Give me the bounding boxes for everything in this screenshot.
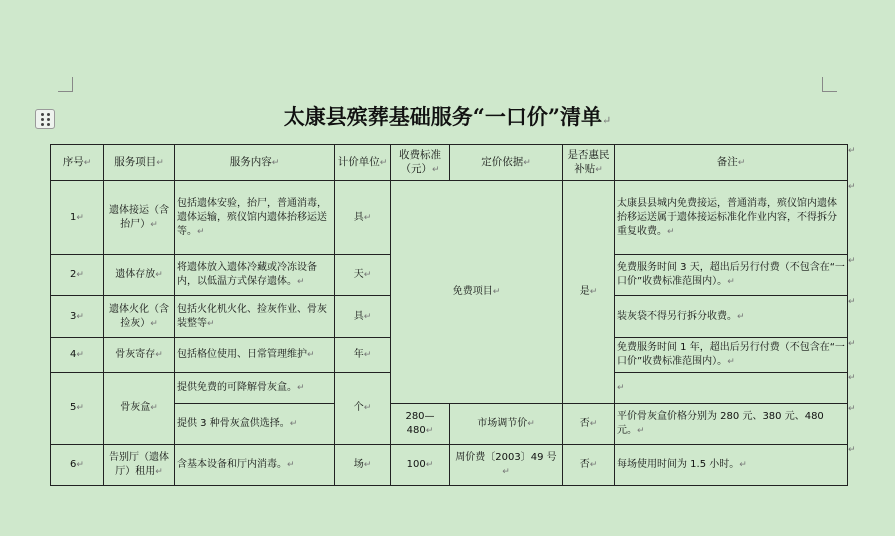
cell-subsidy: 否↵ bbox=[563, 403, 615, 444]
cell-seq: 3↵ bbox=[51, 296, 104, 338]
cell-unit: 具↵ bbox=[335, 181, 391, 255]
row-end-mark: ↵ bbox=[848, 297, 856, 307]
cell-item: 遗体存放↵ bbox=[104, 255, 175, 296]
cell-unit: 天↵ bbox=[335, 255, 391, 296]
row-end-mark: ↵ bbox=[848, 146, 856, 156]
document-title bbox=[0, 101, 895, 131]
paragraph-mark: ↵ bbox=[601, 114, 612, 127]
page-corner-top-right bbox=[822, 77, 837, 92]
cell-item: 骨灰寄存↵ bbox=[104, 338, 175, 372]
cell-note: 免费服务时间 1 年，超出后另行付费（不包含在“一口价”收费标准范围内）。↵ bbox=[615, 338, 848, 372]
cell-unit: 具↵ bbox=[335, 296, 391, 338]
table-row bbox=[51, 444, 848, 485]
header-basis: 定价依据↵ bbox=[450, 145, 563, 181]
row-end-mark: ↵ bbox=[848, 256, 856, 266]
cell-item: 告别厅（遗体厅）租用↵ bbox=[104, 444, 175, 485]
cell-seq: 2↵ bbox=[51, 255, 104, 296]
header-unit: 计价单位↵ bbox=[335, 145, 391, 181]
title-text: 太康县殡葬基础服务“一口价”清单 bbox=[283, 104, 602, 129]
table-row bbox=[51, 181, 848, 255]
cell-free-items: 免费项目↵ bbox=[391, 181, 563, 404]
cell-seq: 4↵ bbox=[51, 338, 104, 372]
header-item: 服务项目↵ bbox=[104, 145, 175, 181]
cell-note: 平价骨灰盒价格分别为 280 元、380 元、480 元。↵ bbox=[615, 403, 848, 444]
cell-seq: 6↵ bbox=[51, 444, 104, 485]
cell-item: 遗体接运（含抬尸）↵ bbox=[104, 181, 175, 255]
cell-content: 提供 3 种骨灰盒供选择。↵ bbox=[175, 403, 335, 444]
cell-content: 包括遗体安验，抬尸，普通消毒，遗体运输，殡仪馆内遗体抬移运送等。↵ bbox=[175, 181, 335, 255]
cell-note: ↵ bbox=[615, 372, 848, 403]
page-corner-top-left bbox=[58, 77, 73, 92]
cell-item: 骨灰盒↵ bbox=[104, 372, 175, 444]
cell-standard: 100↵ bbox=[391, 444, 450, 485]
cell-content: 含基本设备和厅内消毒。↵ bbox=[175, 444, 335, 485]
cell-content: 包括格位使用、日常管理维护↵ bbox=[175, 338, 335, 372]
cell-content: 包括火化机火化、捡灰作业、骨灰装整等↵ bbox=[175, 296, 335, 338]
row-end-mark: ↵ bbox=[848, 339, 856, 349]
header-seq: 序号↵ bbox=[51, 145, 104, 181]
cell-standard: 280—480↵ bbox=[391, 403, 450, 444]
cell-unit: 场↵ bbox=[335, 444, 391, 485]
row-end-mark: ↵ bbox=[848, 182, 856, 192]
row-end-mark: ↵ bbox=[848, 404, 856, 414]
row-end-mark: ↵ bbox=[848, 445, 856, 455]
cell-note: 免费服务时间 3 天，超出后另行付费（不包含在“一口价”收费标准范围内）。↵ bbox=[615, 255, 848, 296]
cell-unit: 年↵ bbox=[335, 338, 391, 372]
header-row bbox=[51, 145, 848, 181]
header-note: 备注↵ bbox=[615, 145, 848, 181]
cell-content: 提供免费的可降解骨灰盒。↵ bbox=[175, 372, 335, 403]
cell-basis: 市场调节价↵ bbox=[450, 403, 563, 444]
header-subsidy: 是否惠民补贴↵ bbox=[563, 145, 615, 181]
cell-item: 遗体火化（含捡灰）↵ bbox=[104, 296, 175, 338]
cell-seq: 5↵ bbox=[51, 372, 104, 444]
cell-note: 每场使用时间为 1.5 小时。↵ bbox=[615, 444, 848, 485]
cell-seq: 1↵ bbox=[51, 181, 104, 255]
price-list-table bbox=[50, 144, 848, 486]
header-content: 服务内容↵ bbox=[175, 145, 335, 181]
cell-note: 装灰袋不得另行拆分收费。↵ bbox=[615, 296, 848, 338]
cell-subsidy: 否↵ bbox=[563, 444, 615, 485]
cell-content: 将遗体放入遗体冷藏或冷冻设备内，以低温方式保存遗体。↵ bbox=[175, 255, 335, 296]
cell-note: 太康县县城内免费接运，普通消毒，殡仪馆内遗体抬移运送属于遗体接运标准化作业内容，不得拆分重复收费。↵ bbox=[615, 181, 848, 255]
row-end-mark: ↵ bbox=[848, 373, 856, 383]
header-standard: 收费标准（元）↵ bbox=[391, 145, 450, 181]
cell-unit: 个↵ bbox=[335, 372, 391, 444]
cell-basis: 周价费〔2003〕49 号↵ bbox=[450, 444, 563, 485]
cell-subsidy-yes: 是↵ bbox=[563, 181, 615, 404]
